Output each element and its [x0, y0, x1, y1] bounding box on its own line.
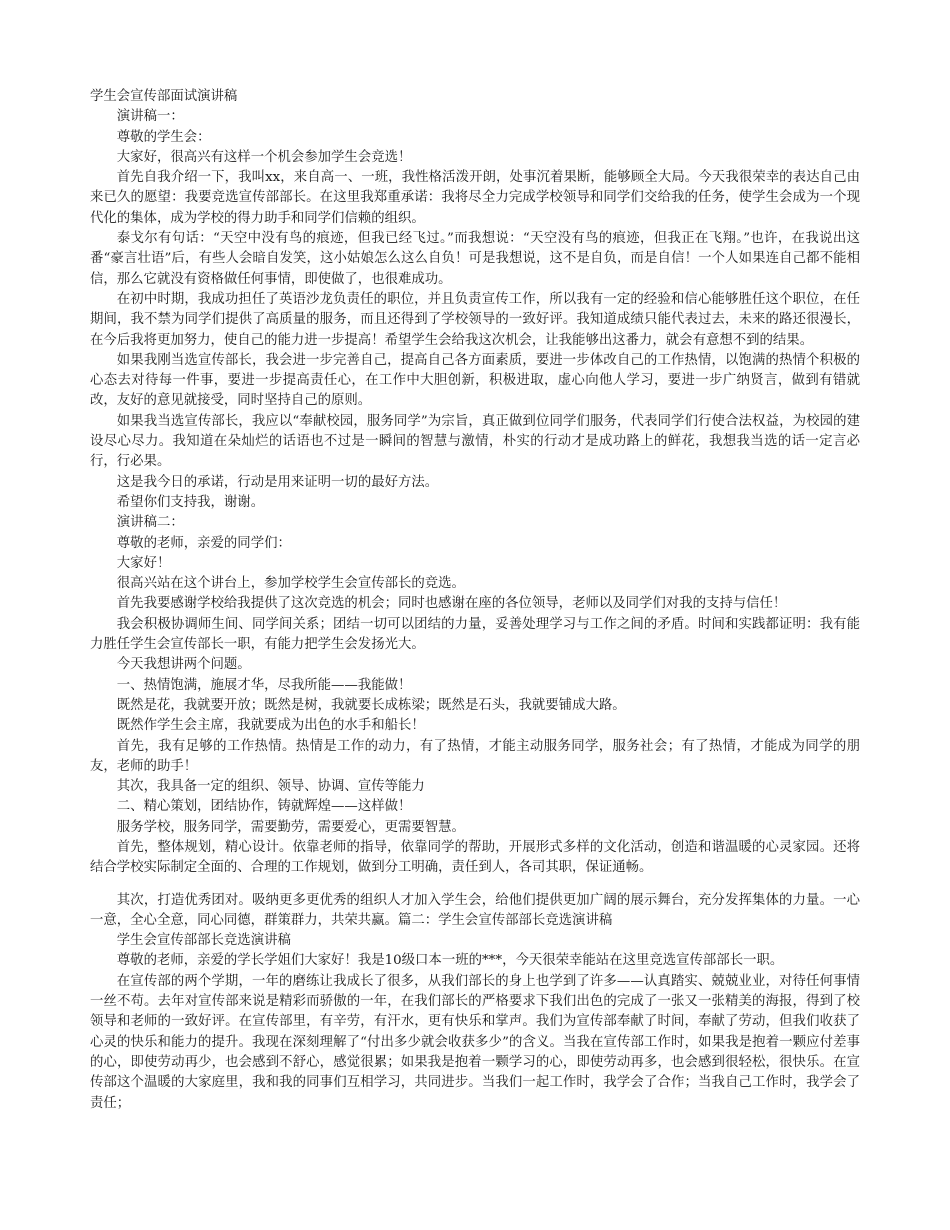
paragraph: 既然作学生会主席，我就要成为出色的水手和船长！: [116, 718, 425, 734]
paragraph: 在宣传部的两个学期，一年的磨练让我成长了很多，从我们部长的身上也学到了许多——认真踏实、兢兢业业，对待任何事情一丝不苟。去年对宣传部来说是精彩而骄傲的一年，在我们部长的严格要求下我们出色的完成了一张又一张精美的海报，得到了校领导和老师的一致好评。在宣传部里，有辛劳，有汗水，更有快乐和掌声。我们为宣传部奉献了时间，奉献了劳动，但我们收获了心灵的快乐和能力的提升。我现在深刻理解了“付出多少就会收获多少”的含义。当我在宣传部工作时，如果我是抱着一颗应付差事的心，即使劳动再少，也会感到不舒心，感觉很累；如果我是抱着一颗学习的心，即使劳动再多，也会感到很轻松，很快乐。在宣传部这个温暖的大家庭里，我和我的同事们互相学习，共同进步。当我们一起工作时，我学会了合作；当我自己工作时，我学会了责任；: [90, 973, 860, 1111]
paragraph: 首先我要感谢学校给我提供了这次竞选的机会；同时也感谢在座的各位领导，老师以及同学们对我的支持与信任！: [116, 596, 787, 612]
paragraph: 演讲稿二：: [116, 515, 184, 531]
paragraph: 尊敬的老师，亲爱的同学们：: [116, 535, 291, 551]
paragraph: 其次，我具备一定的组织、领导、协调、宣传等能力: [116, 779, 425, 795]
paragraph: 在初中时期，我成功担任了英语沙龙负责任的职位，并且负责宣传工作，所以我有一定的经验和信心能够胜任这个职位，在任期间，我不禁为同学们提供了高质量的服务，而且还得到了学校领导的一致好评。我知道成绩只能代表过去，未来的路还很漫长，在今后我将更加努力，使自己的能力进一步提高！希望学生会给我这次机会，让我能够出这番力，就会有意想不到的结果。: [90, 291, 860, 348]
paragraph: 泰戈尔有句话：“天空中没有鸟的痕迹，但我已经飞过。”而我想说：“天空没有鸟的痕迹，但我正在飞翔。”也许，在我说出这番“豪言壮语”后，有些人会暗自发笑，这小姑娘怎么这么自负！可是我想说，这不是自负，而是自信！一个人如果连自己都不能相信，那么它就没有资格做任何事情，即使做了，也很难成功。: [90, 231, 860, 287]
paragraph: 尊敬的老师，亲爱的学长学姐们大家好！我是10级口本一班的***，今天很荣幸能站在这里竞选宣传部部长一职。: [116, 953, 784, 969]
paragraph: 首先自我介绍一下，我叫xx，来自高一、一班，我性格活泼开朗，处事沉着果断，能够顾全大局。今天我很荣幸的表达自己由来已久的愿望：我要竞选宣传部部长。在这里我郑重承诺：我将尽全力完成学校领导和同学们交给我的任务，使学生会成为一个现代化的集体，成为学校的得力助手和同学们信赖的组织。: [90, 170, 860, 226]
paragraph: 如果我当选宣传部长，我应以“奉献校园，服务同学”为宗旨，真正做到位同学们服务，代表同学们行使合法权益，为校园的建设尽心尽力。我知道在朵灿烂的话语也不过是一瞬间的智慧与激情，朴实的行动才是成功路上的鲜花，我想我当选的话一定言必行，行必果。: [90, 413, 860, 470]
paragraph: 其次，打造优秀团对。吸纳更多更优秀的组织人才加入学生会，给他们提供更加广阔的展示舞台，充分发挥集体的力量。一心一意，全心全意，同心同德，群策群力，共荣共赢。篇二：学生会宣传部部长竞选演讲稿: [90, 892, 860, 928]
paragraph: 我会积极协调师生间、同学间关系；团结一切可以团结的力量，妥善处理学习与工作之间的矛盾。时间和实践都证明：我有能力胜任学生会宣传部长一职，有能力把学生会发扬光大。: [90, 616, 860, 653]
paragraph: 首先，整体规划，精心设计。依靠老师的指导，依靠同学的帮助，开展形式多样的文化活动，创造和谐温暖的心灵家园。还将结合学校实际制定全面的、合理的工作规划，做到分工明确，责任到人，各司其职，保证通畅。: [90, 839, 860, 876]
paragraph: 首先，我有足够的工作热情。热情是工作的动力，有了热情，才能主动服务同学，服务社会；有了热情，才能成为同学的朋友，老师的助手！: [90, 738, 860, 774]
paragraph: 大家好，很高兴有这样一个机会参加学生会竞选！: [116, 149, 412, 165]
paragraph: 服务学校，服务同学，需要勤劳，需要爱心，更需要智慧。: [116, 819, 465, 835]
paragraph: 一、热情饱满，施展才华，尽我所能——我能做！: [116, 677, 412, 693]
paragraph: 希望你们支持我，谢谢。: [116, 494, 265, 510]
document-page: [90, 87, 860, 1114]
paragraph: 这是我今日的承诺，行动是用来证明一切的最好方法。: [116, 474, 439, 490]
paragraph: 今天我想讲两个问题。: [116, 657, 251, 673]
paragraph: 如果我刚当选宣传部长，我会进一步完善自己，提高自己各方面素质，要进一步体改自己的工作热情，以饱满的热情个积极的心态去对待每一件事，要进一步提高责任心，在工作中大胆创新，积极进取，虚心向他人学习，要进一步广纳贤言，做到有错就改，友好的意见就接受，同时坚持自己的原则。: [90, 352, 860, 409]
paragraph: 演讲稿一：: [116, 109, 184, 125]
paragraph: 既然是花，我就要开放；既然是树，我就要长成栋梁；既然是石头，我就要铺成大路。: [116, 697, 626, 713]
section-heading: 学生会宣传部部长竞选演讲稿: [116, 933, 291, 949]
paragraph: 尊敬的学生会：: [116, 129, 211, 145]
paragraph-gap: [90, 879, 860, 891]
paragraph: 二、精心策划，团结协作，铸就辉煌——这样做！: [116, 799, 412, 815]
paragraph: 很高兴站在这个讲台上，参加学校学生会宣传部长的竞选。: [116, 576, 465, 592]
paragraph: 大家好！: [116, 555, 171, 571]
document-title: 学生会宣传部面试演讲稿: [90, 89, 238, 104]
